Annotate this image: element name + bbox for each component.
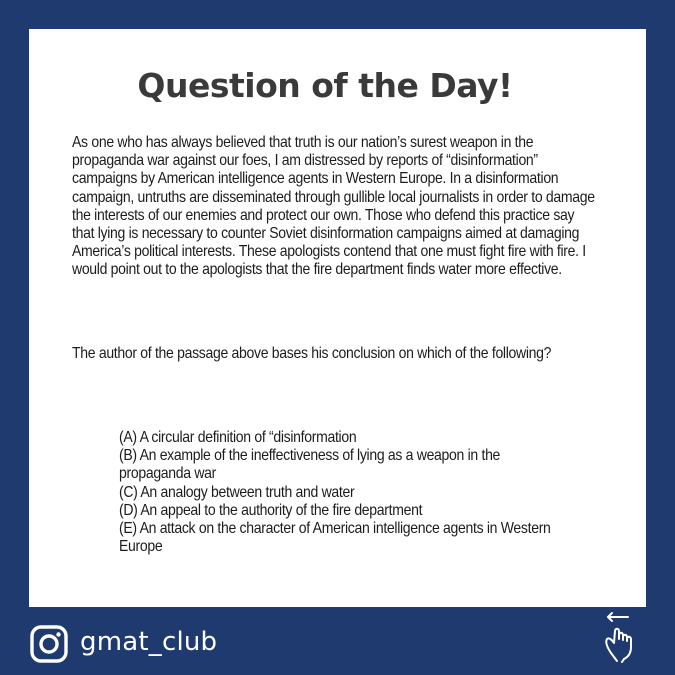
option-a[interactable]: (A) A circular definition of “disinformation	[119, 429, 357, 446]
option-d[interactable]: (D) An appeal to the authority of the fire department	[119, 501, 423, 519]
passage-text: As one who has always believed that truth is our nation’s surest weapon in the propaganda war against our foes, I am distressed by reports of “disinformation” campaigns by American intelligence agents in Western Europe. In a disinformation campaign, untruths are disseminated through gullible local journalists in order to damage the interests of our enemies and protect our own. Those who defend this practice say that lying is necessary to counter Soviet disinformation campaigns aimed at damaging America’s political interests. These apologists contend that one must fight fire with fire. I would point out to the apologists that the fire department finds water more effective.	[72, 134, 595, 279]
answer-options	[119, 429, 569, 556]
question-text: The author of the passage above bases his conclusion on which of the following?	[72, 345, 552, 362]
option-b[interactable]: (B) An example of the ineffectiveness of lying as a weapon in the propaganda war	[119, 447, 501, 483]
option-e[interactable]: (E) An attack on the character of American intelligence agents in Western Europe	[119, 520, 551, 556]
page-title: Question of the Day!	[137, 66, 513, 105]
footer-handle[interactable]: gmat_club	[80, 627, 218, 657]
option-c[interactable]: (C) An analogy between truth and water	[119, 483, 355, 501]
instagram-icon[interactable]	[30, 625, 68, 663]
swipe-hand-icon	[597, 609, 647, 665]
